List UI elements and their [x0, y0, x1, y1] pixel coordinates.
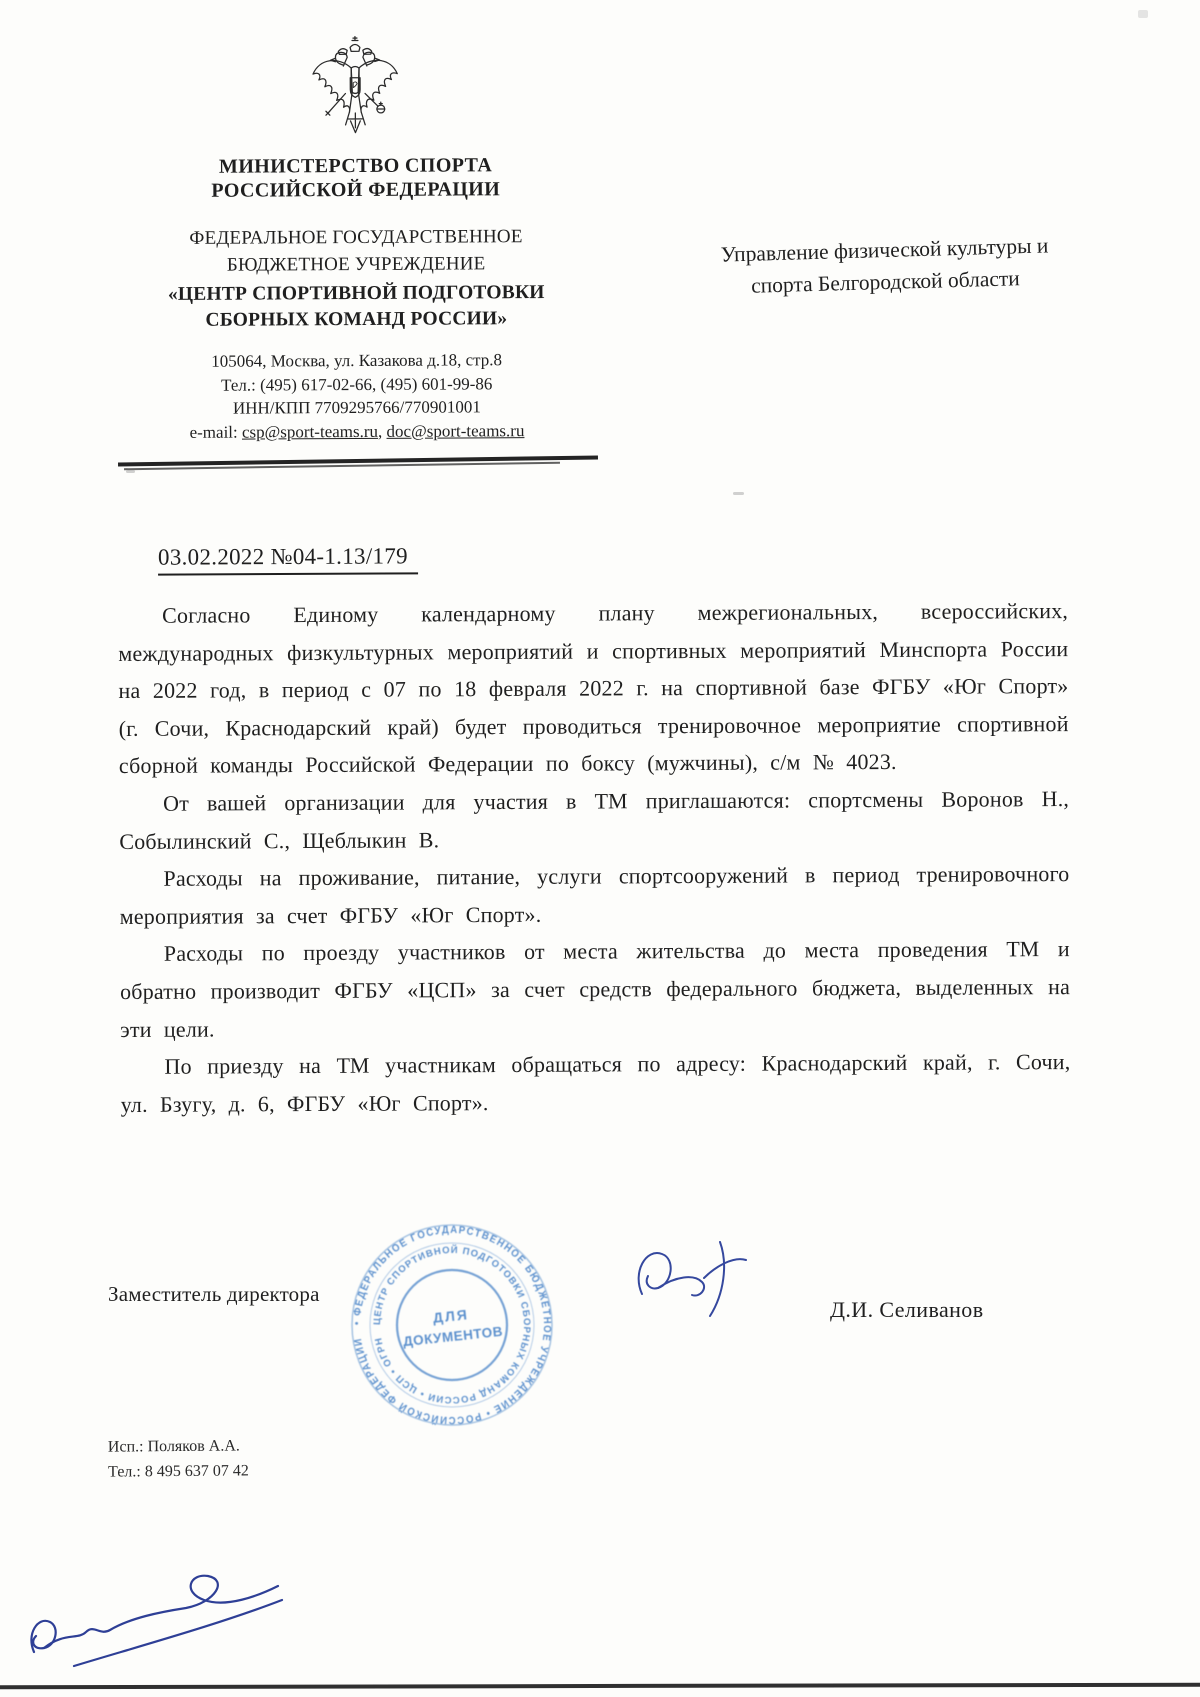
body-paragraph: От вашей организации для участия в ТМ приглашаются: спортсмены Воронов Н., Собылинский С., Щеблыкин В. — [119, 785, 1070, 854]
body-paragraph: Согласно Единому календарному плану межрегиональных, всероссийских, международных физкультурных мероприятий и спортивных мероприятий Минспорта России на 2022 год, в период с 07 по 18 февраля 2022 г. на спортивной базе ФГБУ «Юг Спорт» (г. Сочи, Краснодарский край) будет проводиться тренировочное мероприятие спортивной сборной команды Российской Федерации по боксу (мужчины), с/м № 4023. — [118, 598, 1069, 779]
email-separator: , — [377, 421, 387, 441]
scan-speck — [126, 470, 135, 473]
org-name-line1: «ЦЕНТР СПОРТИВНОЙ ПОДГОТОВКИ — [167, 282, 545, 305]
ministry-name-line1: МИНИСТЕРСТВО СПОРТА — [218, 154, 493, 178]
body-paragraph: По приезду на ТМ участникам обращаться по адресу: Краснодарский край, г. Сочи, ул. Бзугу, д. 6, ФГБУ «Юг Спорт». — [120, 1049, 1071, 1117]
scan-speck — [1138, 10, 1148, 18]
letterhead-email-line — [119, 418, 595, 444]
signatory-title: Заместитель директора — [108, 1282, 320, 1306]
handwritten-signature — [18, 1566, 318, 1681]
round-stamp — [346, 1219, 558, 1431]
org-type-line2: БЮДЖЕТНОЕ УЧРЕЖДЕНИЕ — [226, 253, 486, 276]
email-address-1: csp@sport-teams.ru — [241, 421, 379, 442]
executor-block — [108, 1433, 249, 1484]
signatory-name: Д.И. Селиванов — [830, 1297, 984, 1322]
stamp-center-line1: ДЛЯ — [432, 1306, 470, 1326]
letter-body — [118, 592, 1071, 1123]
letterhead-inn-kpp: ИНН/КПП 7709295766/770901001 — [232, 397, 481, 418]
addressee-block — [669, 228, 1101, 304]
body-paragraph: Расходы по проезду участников от места жительства до места проведения ТМ и обратно производит ФГБУ «ЦСП» за счет средств федерального бюджета, выделенных на эти цели. — [119, 936, 1071, 1042]
ministry-name-line2: РОССИЙСКОЙ ФЕДЕРАЦИИ — [211, 178, 501, 202]
letterhead-phone: Тел.: (495) 617-02-66, (495) 601-99-86 — [221, 373, 493, 395]
coat-of-arms-emblem — [306, 34, 405, 149]
org-type-line1: ФЕДЕРАЛЬНОЕ ГОСУДАРСТВЕННОЕ — [189, 226, 523, 249]
stamp-center-line2: ДОКУМЕНТОВ — [402, 1323, 504, 1350]
stamp-ring-outer-text: • ФЕДЕРАЛЬНОЕ ГОСУДАРСТВЕННОЕ БЮДЖЕТНОЕ УЧРЕЖДЕНИЕ • РОССИЙСКОЙ ФЕДЕРАЦИИ — [350, 1223, 554, 1427]
addressee-line2: спорта Белгородской области — [750, 266, 1021, 298]
org-name-line2: СБОРНЫХ КОМАНД РОССИИ» — [205, 308, 508, 331]
body-paragraph: Расходы на проживание, питание, услуги спортсооружений в период тренировочного мероприятия за счет ФГБУ «Юг Спорт». — [119, 861, 1070, 929]
signature-ink-mark — [622, 1230, 792, 1340]
stamp-ring-inner-text: ЦЕНТР СПОРТИВНОЙ ПОДГОТОВКИ СБОРНЫХ КОМАНД РОССИИ • ЦСП • ОГРН — [371, 1244, 533, 1406]
letterhead — [117, 33, 595, 444]
addressee-line1: Управление физической культуры и — [720, 233, 1049, 267]
email-address-2: doc@sport-teams.ru — [386, 420, 525, 441]
email-label: e-mail: — [189, 422, 243, 442]
reference-number: 03.02.2022 №04-1.13/179 — [158, 543, 418, 575]
executor-name: Исп.: Поляков А.А. — [107, 1437, 240, 1456]
letterhead-address: 105064, Москва, ул. Казакова д.18, стр.8 — [211, 350, 503, 371]
scan-edge-line — [0, 1683, 1200, 1690]
executor-phone: Тел.: 8 495 637 07 42 — [108, 1462, 249, 1481]
scan-speck — [733, 492, 744, 495]
